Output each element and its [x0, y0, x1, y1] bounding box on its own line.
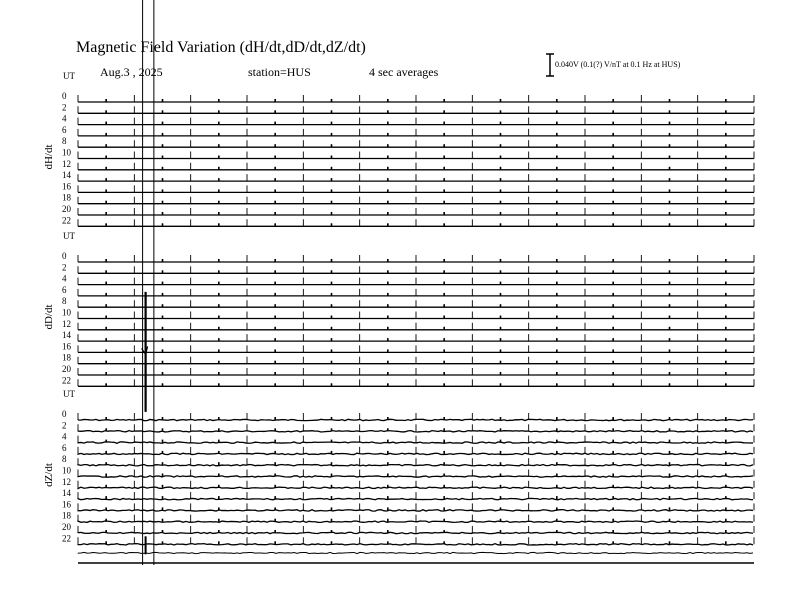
trace-row — [78, 453, 753, 454]
trace-row — [78, 465, 753, 466]
row-hour-label: 2 — [62, 420, 67, 431]
row-hour-label: 2 — [62, 102, 67, 113]
row-hour-label: 14 — [62, 170, 71, 181]
row-hour-label: 4 — [62, 113, 67, 124]
row-hour-label: 16 — [62, 341, 71, 352]
ut-label: UT — [63, 71, 75, 81]
row-hour-label: 22 — [62, 533, 71, 544]
row-hour-label: 14 — [62, 488, 71, 499]
trace-row — [78, 476, 753, 477]
panel-dD-per-dt — [43, 231, 754, 412]
ut-label: UT — [63, 389, 75, 399]
row-hour-label: 14 — [62, 330, 71, 341]
chart-title: Magnetic Field Variation (dH/dt,dD/dt,dZ/dt) — [76, 39, 366, 56]
trace-row — [78, 498, 753, 499]
trace-row — [78, 442, 753, 443]
scale-note: 0.040V (0.1(?) V/nT at 0.1 Hz at HUS) — [555, 60, 681, 69]
row-hour-label: 22 — [62, 375, 71, 386]
trace-row — [78, 487, 753, 488]
row-hour-label: 4 — [62, 431, 67, 442]
row-hour-label: 10 — [62, 147, 71, 158]
panel-ylabel: dZ/dt — [43, 463, 55, 487]
row-hour-label: 6 — [62, 284, 67, 295]
row-hour-label: 0 — [62, 409, 67, 419]
row-hour-label: 22 — [62, 215, 71, 226]
panel-dZ-per-dt — [43, 389, 754, 554]
row-hour-label: 16 — [62, 181, 71, 192]
row-hour-label: 6 — [62, 124, 67, 135]
trace-row — [78, 544, 753, 545]
row-hour-label: 4 — [62, 273, 67, 284]
ut-label: UT — [63, 231, 75, 241]
trace-row — [78, 532, 753, 533]
scale-bar — [546, 54, 554, 76]
row-hour-label: 12 — [62, 476, 71, 487]
row-hour-label: 20 — [62, 522, 71, 532]
trace-row — [78, 419, 753, 420]
row-hour-label: 16 — [62, 499, 71, 510]
row-hour-label: 8 — [62, 454, 67, 465]
panel-dH-per-dt — [43, 71, 754, 226]
row-hour-label: 10 — [62, 465, 71, 476]
averaging-label: 4 sec averages — [369, 65, 439, 79]
row-hour-label: 8 — [62, 296, 67, 307]
panel-ylabel: dH/dt — [43, 144, 55, 170]
row-hour-label: 0 — [62, 91, 67, 101]
trace-row — [78, 510, 753, 511]
row-hour-label: 12 — [62, 158, 71, 169]
row-hour-label: 12 — [62, 318, 71, 329]
row-hour-label: 8 — [62, 136, 67, 147]
row-hour-label: 18 — [62, 192, 71, 203]
row-hour-label: 20 — [62, 204, 71, 214]
bottom-trace — [78, 552, 754, 563]
trace-row — [78, 552, 753, 553]
panel-ylabel: dD/dt — [43, 304, 55, 330]
date-label: Aug.3 , 2025 — [100, 65, 163, 79]
trace-row — [78, 521, 753, 522]
row-hour-label: 6 — [62, 442, 67, 453]
row-hour-label: 2 — [62, 262, 67, 273]
trace-row — [78, 431, 753, 432]
station-label: station=HUS — [248, 65, 311, 79]
row-hour-label: 18 — [62, 510, 71, 521]
row-hour-label: 0 — [62, 251, 67, 261]
row-hour-label: 10 — [62, 307, 71, 318]
row-hour-label: 18 — [62, 352, 71, 363]
row-hour-label: 20 — [62, 364, 71, 374]
